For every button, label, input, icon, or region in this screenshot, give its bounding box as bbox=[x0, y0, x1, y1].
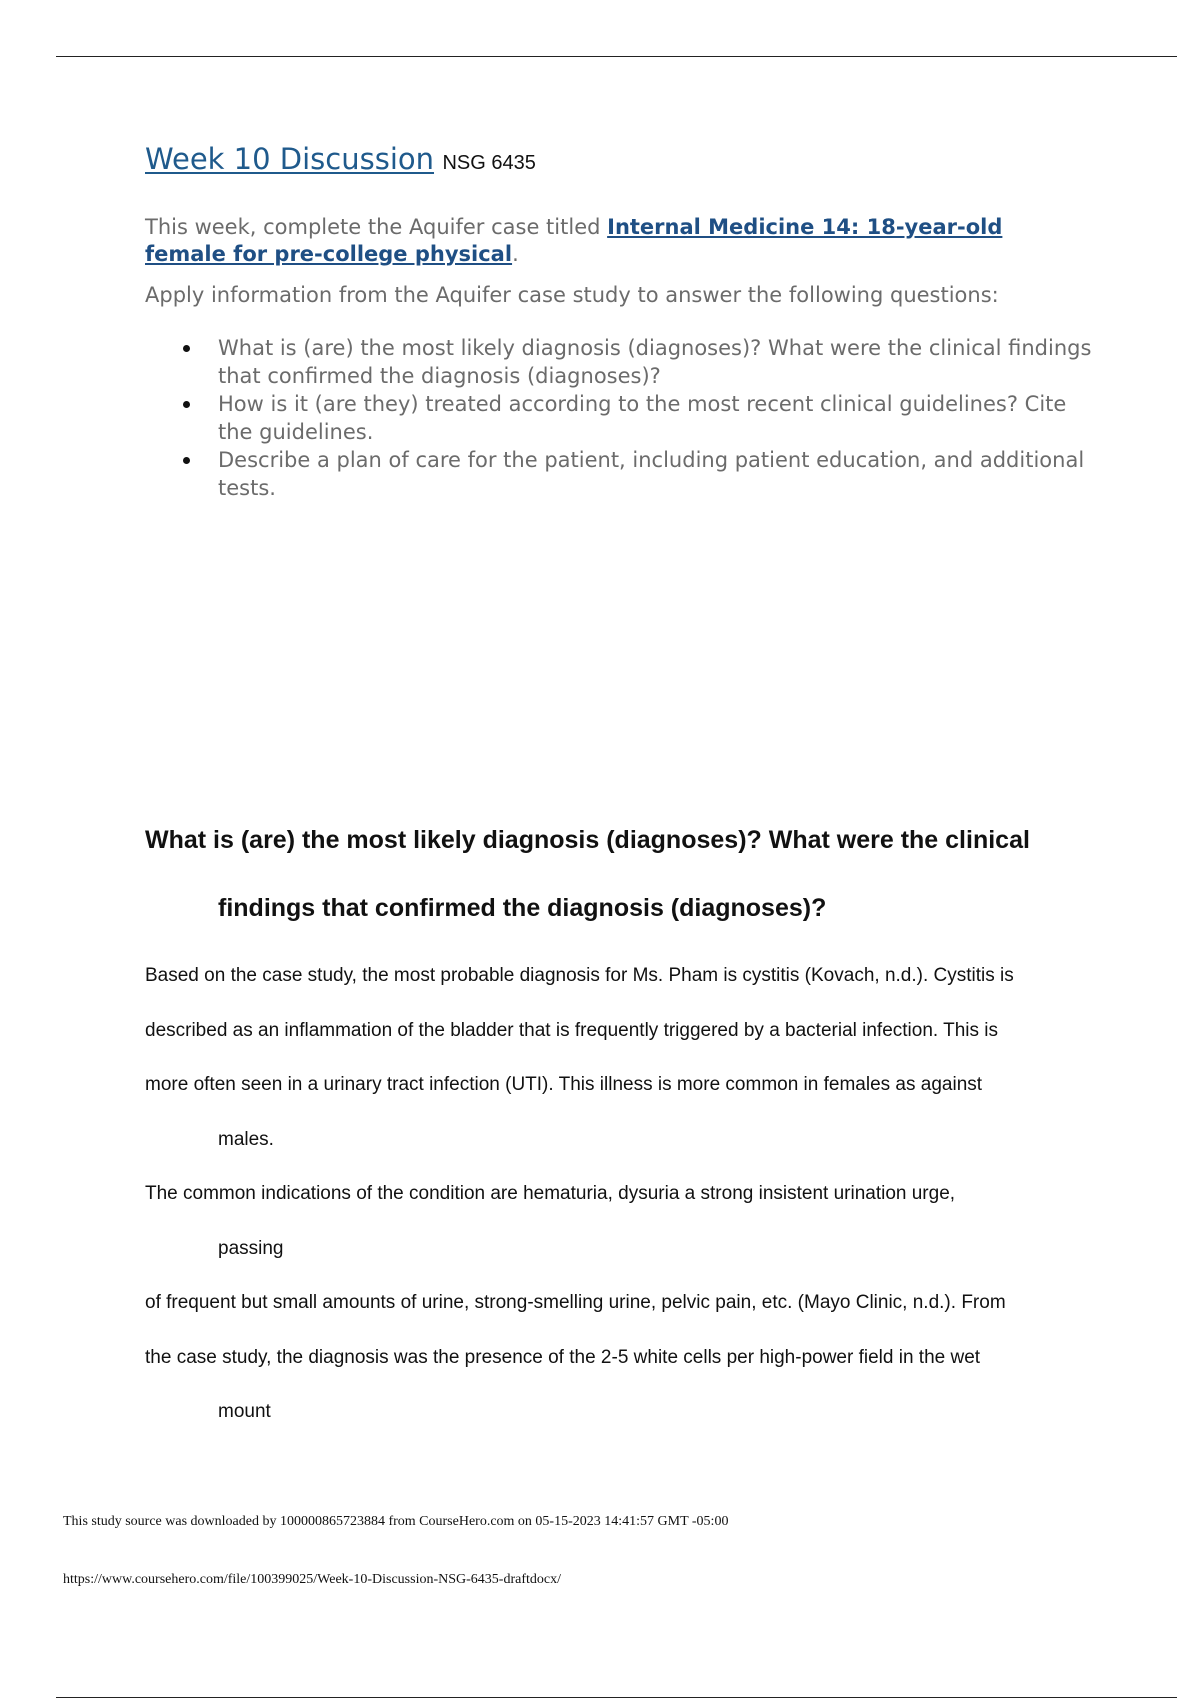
body-line: mount bbox=[218, 1401, 271, 1422]
body-line: the case study, the diagnosis was the presence of the 2-5 white cells per high-power field in the wet bbox=[145, 1346, 981, 1368]
body-line: The common indications of the condition are hematuria, dysuria a strong insistent urination urge, bbox=[145, 1183, 956, 1204]
top-rule bbox=[56, 56, 1177, 57]
question-list bbox=[145, 334, 1095, 502]
body-line: Based on the case study, the most probable diagnosis for Ms. Pham is cystitis (Kovach, n.d.). Cystitis is bbox=[145, 965, 1014, 986]
body-line: passing bbox=[218, 1237, 284, 1259]
page-title: Week 10 Discussion bbox=[145, 142, 435, 176]
intro-prefix: This week, complete the Aquifer case titled bbox=[145, 215, 608, 239]
list-item: How is it (are they) treated according to the most recent clinical guidelines? Cite the guidelines. bbox=[145, 390, 1095, 446]
body-line: of frequent but small amounts of urine, strong-smelling urine, pelvic pain, etc. (Mayo Clinic, n.d.). From bbox=[145, 1292, 1006, 1313]
body-line: described as an inflammation of the bladder that is frequently triggered by a bacterial infection. This is bbox=[145, 1019, 999, 1041]
case-link[interactable]: Internal Medicine 14: 18-year-old female for pre-college physical bbox=[145, 215, 1003, 266]
list-item: What is (are) the most likely diagnosis (diagnoses)? What were the clinical findings that confirmed the diagnosis (diagnoses)? bbox=[145, 334, 1095, 390]
list-item: Describe a plan of care for the patient, including patient education, and additional tests. bbox=[145, 446, 1095, 502]
answer-body bbox=[145, 962, 1105, 1453]
title-line bbox=[145, 142, 536, 176]
section-heading-line-2: findings that confirmed the diagnosis (diagnoses)? bbox=[218, 894, 827, 922]
source-notice: This study source was downloaded by 100000865723884 from CourseHero.com on 05-15-2023 14:41:57 GMT -05:00 bbox=[63, 1514, 729, 1529]
source-url: https://www.coursehero.com/file/100399025/Week-10-Discussion-NSG-6435-draftdocx/ bbox=[63, 1572, 561, 1587]
instructions: Apply information from the Aquifer case study to answer the following questions: bbox=[145, 283, 999, 307]
body-line: more often seen in a urinary tract infection (UTI). This illness is more common in females as against bbox=[145, 1074, 983, 1095]
bottom-rule bbox=[56, 1697, 1177, 1698]
intro-suffix: . bbox=[512, 242, 519, 266]
section-heading-line-1: What is (are) the most likely diagnosis (diagnoses)? What were the clinical bbox=[145, 826, 1030, 854]
body-line: males. bbox=[218, 1128, 274, 1150]
course-code: NSG 6435 bbox=[442, 152, 536, 174]
intro-paragraph bbox=[145, 214, 1085, 268]
section-heading bbox=[145, 822, 1105, 926]
